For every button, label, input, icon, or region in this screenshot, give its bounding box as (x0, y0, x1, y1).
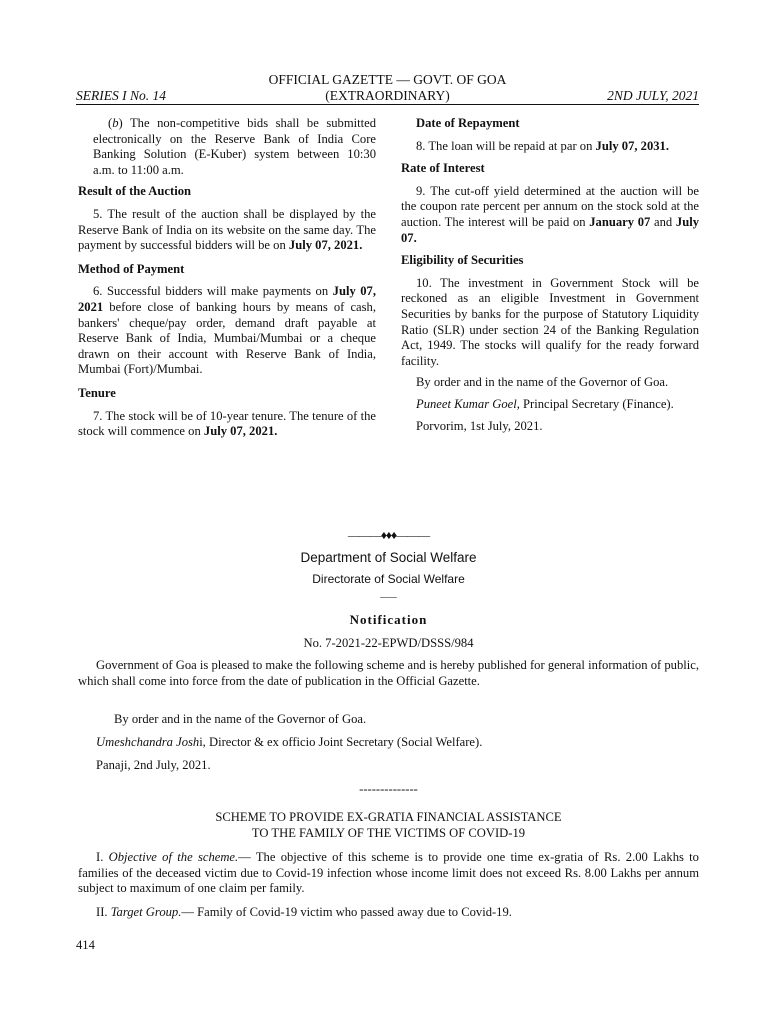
result-heading: Result of the Auction (78, 184, 191, 199)
department-title: Department of Social Welfare (300, 550, 477, 565)
page-header (76, 72, 699, 106)
notification-number: No. 7-2021-22-EPWD/DSSS/984 (303, 636, 474, 650)
gazette-subtitle: (EXTRAORDINARY) (325, 88, 450, 103)
paragraph-5-date: July 07, 2021. (288, 238, 363, 253)
scheme-objective (78, 850, 699, 897)
paragraph-5 (78, 207, 376, 254)
method-heading: Method of Payment (78, 261, 185, 276)
directorate-title: Directorate of Social Welfare (312, 572, 465, 586)
paragraph-b-label: b (112, 116, 119, 130)
tenure-heading: Tenure (78, 385, 116, 400)
notification-signatory-name: Umeshchandra Josh (96, 735, 200, 749)
paragraph-6-post: before close of banking hours by means of cash, bankers' cheque/pay order, demand draft payable at Reserve Bank of India, Mumbai/Mumbai or a cheque drawn on their account with Reserve Bank of India, Mumbai (Fort)/Mumbai. (78, 299, 376, 377)
paragraph-9-and: and (650, 214, 676, 229)
objective-text: — The objective of this scheme is to provide one time ex-gratia of Rs. 2.00 Lakhs to families of the deceased victim due to Covid-19 infection whose income limit does not exceed Rs. 8.00 Lakhs per annum subject to maximum of one claim per family. (78, 850, 699, 896)
repayment-heading: Date of Repayment (416, 116, 520, 130)
paragraph-9 (401, 184, 699, 246)
issue-date: 2ND JULY, 2021 (607, 88, 699, 103)
paragraph-6-date: July 07, 2021 (78, 284, 376, 314)
paragraph-6 (78, 284, 376, 378)
order-text: By order and in the name of the Governor of Goa. (416, 375, 669, 390)
paragraph-5-text: 5. The result of the auction shall be displayed by the Reserve Bank of India on its website on the same day. The payment by successful bidders will be on (78, 206, 376, 253)
paragraph-8 (401, 139, 699, 155)
rate-heading: Rate of Interest (401, 161, 485, 176)
paragraph-10: 10. The investment in Government Stock will be reckoned as an eligible Investment in Government Securities by banks for the purpose of Statutory Liquidity Ratio (SLR) under section 24 of the Banking Regulation Act, 1949. The stocks will qualify for the ready forward facility. (401, 275, 699, 368)
signatory-name: Puneet Kumar Goel, (416, 396, 520, 411)
paragraph-8-date: July 07, 2031. (595, 138, 670, 153)
page-number: 414 (76, 938, 95, 952)
notification-heading: Notification (349, 612, 428, 627)
paragraph-7-text: 7. The stock will be of 10-year tenure. The tenure of the stock will commence on (78, 408, 376, 439)
series-number: SERIES I No. 14 (76, 88, 166, 103)
notification-dashes: -------------- (359, 782, 418, 796)
paragraph-8-text: 8. The loan will be repaid at par on (416, 138, 596, 153)
scheme-title-line-1: SCHEME TO PROVIDE EX-GRATIA FINANCIAL ASSISTANCE (215, 810, 562, 824)
paragraph-7-date: July 07, 2021. (203, 424, 278, 439)
paragraph-b: (b) The non-competitive bids shall be submitted electronically on the Reserve Bank of India Core Banking Solution (E-Kuber) system between 10:30 a.m. to 11:00 a.m. (93, 116, 376, 177)
target-text: — Family of Covid-19 victim who passed away due to Covid-19. (181, 905, 512, 919)
right-column (401, 116, 699, 440)
scheme-target-group (78, 905, 699, 921)
notification-intro (78, 658, 699, 689)
paragraph-7 (78, 409, 376, 440)
signatory (401, 397, 699, 413)
header-rule (76, 104, 699, 105)
left-column (78, 116, 376, 446)
notification-place-date: Panaji, 2nd July, 2021. (96, 758, 211, 772)
paragraph-9-date-2: July 07. (401, 214, 700, 245)
short-rule: ___ (380, 587, 397, 599)
paragraph-6-pre: 6. Successful bidders will make payments on (93, 284, 333, 299)
paragraph-b-text: The non-competitive bids shall be submitted electronically on the Reserve Bank of India Core Banking Solution (E-Kuber) system between 10:30 a.m. to 11:00 a.m. (93, 116, 376, 177)
eligibility-heading: Eligibility of Securities (401, 253, 524, 268)
objective-number: I. (96, 850, 109, 864)
notification-signatory (78, 735, 699, 751)
scheme-title-line-2: TO THE FAMILY OF THE VICTIMS OF COVID-19 (251, 826, 526, 840)
target-heading: Target Group. (110, 905, 182, 919)
signatory-title: Principal Secretary (Finance). (519, 396, 674, 411)
notification-signatory-rest: i, Director & ex officio Joint Secretary (Social Welfare). (199, 735, 483, 749)
objective-heading: Objective of the scheme. (108, 850, 239, 864)
place-date: Porvorim, 1st July, 2021. (416, 418, 543, 433)
gazette-title: OFFICIAL GAZETTE — GOVT. OF GOA (268, 72, 507, 87)
notification-order: By order and in the name of the Governor of Goa. (114, 712, 367, 726)
target-number: II. (96, 905, 111, 919)
paragraph-9-date-1: January 07 (589, 214, 651, 229)
notification-intro-text: Government of Goa is pleased to make the following scheme and is hereby published for general information of public, which shall come into force from the date of publication in the Official Gazette. (78, 658, 699, 688)
section-divider: ———♦♦♦——— (347, 528, 430, 542)
paragraph-9-text: 9. The cut-off yield determined at the auction will be the coupon rate percent per annum on the stock sold at the auction. The interest will be paid on (401, 183, 699, 229)
